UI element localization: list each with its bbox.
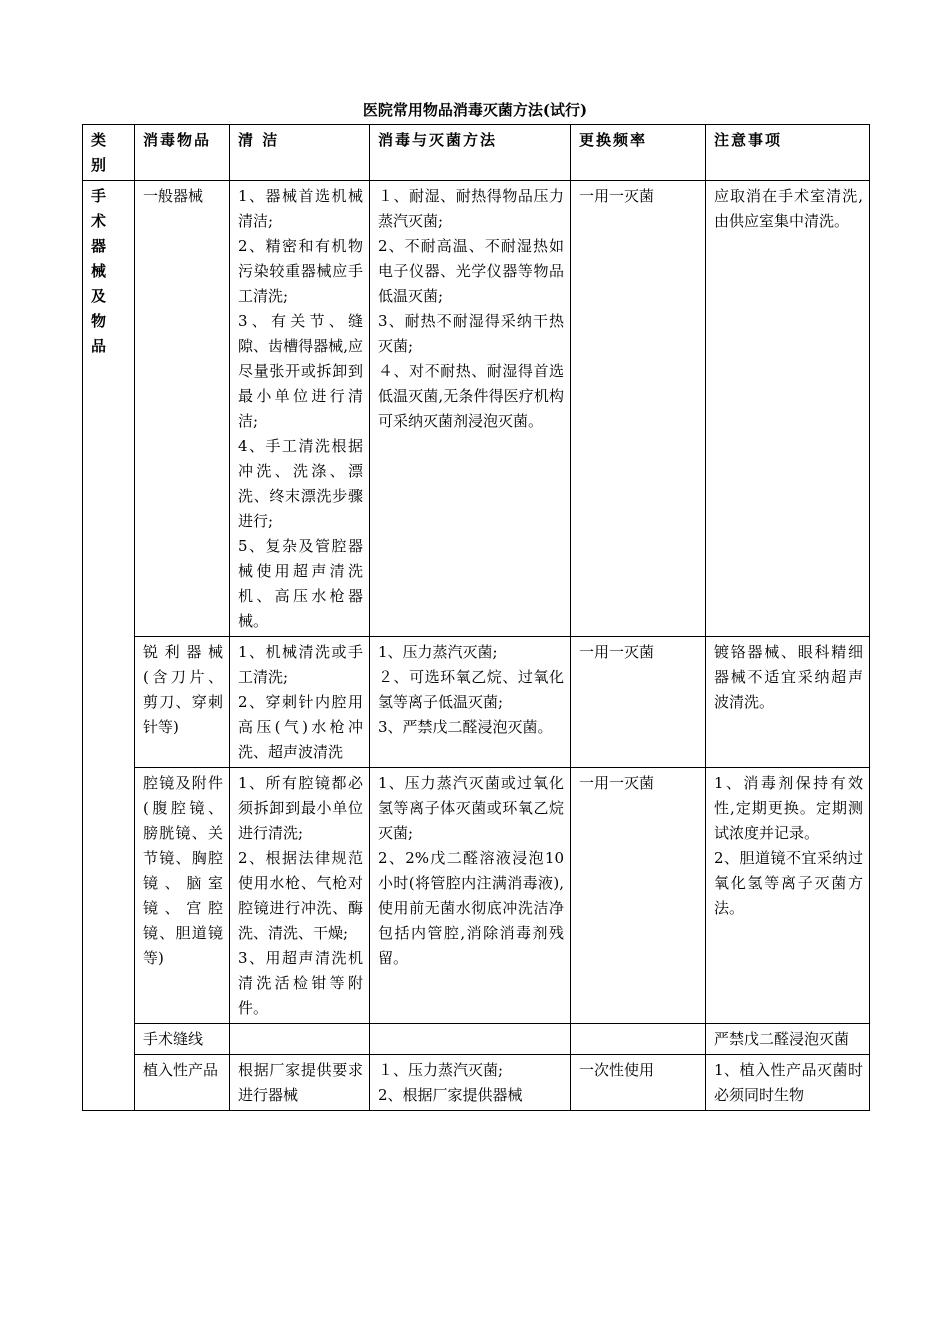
clean-cell: 根据厂家提供要求进行器械 — [230, 1055, 370, 1111]
clean-cell: 1、机械清洗或手工清洗; 2、穿刺针内腔用高压(气)水枪冲洗、超声波清洗 — [230, 637, 370, 768]
method-cell — [370, 1024, 571, 1055]
table-row — [83, 1055, 870, 1111]
table-row — [83, 181, 870, 637]
method-cell: 1、压力蒸汽灭菌或过氧化氢等离子体灭菌或环氧乙烷灭菌; 2、2%戊二醛溶液浸泡10小时(将管腔内注满消毒液),使用前无菌水彻底冲洗洁净包括内管腔,消除消毒剂残留。 — [370, 768, 571, 1024]
item-cell: 手术缝线 — [135, 1024, 230, 1055]
notes-cell: 严禁戊二醛浸泡灭菌 — [706, 1024, 870, 1055]
frequency-cell: 一用一灭菌 — [571, 181, 706, 637]
table-row — [83, 637, 870, 768]
header-category: 类 别 — [83, 125, 135, 181]
frequency-cell: 一次性使用 — [571, 1055, 706, 1111]
item-cell: 锐利器械(含刀片、剪刀、穿刺针等) — [135, 637, 230, 768]
clean-cell: 1、所有腔镜都必须拆卸到最小单位进行清洗; 2、根据法律规范使用水枪、气枪对腔镜进行冲洗、酶洗、清洗、干燥; 3、用超声清洗机清洗活检钳等附件。 — [230, 768, 370, 1024]
disinfection-table — [82, 124, 870, 1111]
clean-cell: 1、器械首选机械清洁; 2、精密和有机物污染较重器械应手工清洗; 3、有关节、缝隙、齿槽得器械,应尽量张开或拆卸到最小单位进行清洁; 4、手工清洗根据冲洗、洗涤、漂洗、终末漂洗步骤进行; 5、复杂及管腔器械使用超声清洗机、高压水枪器械。 — [230, 181, 370, 637]
method-cell: 1、压力蒸汽灭菌; ２、可选环氧乙烷、过氧化氢等离子低温灭菌; 3、严禁戊二醛浸泡灭菌。 — [370, 637, 571, 768]
method-cell: １、压力蒸汽灭菌; 2、根据厂家提供器械 — [370, 1055, 571, 1111]
page-title: 医院常用物品消毒灭菌方法(试行) — [362, 101, 588, 119]
category-cell: 手 术 器 械 及 物 品 — [83, 181, 135, 1111]
notes-cell: 1、植入性产品灭菌时必须同时生物 — [706, 1055, 870, 1111]
item-cell: 一般器械 — [135, 181, 230, 637]
notes-cell: 镀铬器械、眼科精细器械不适宜采纳超声波清洗。 — [706, 637, 870, 768]
header-notes: 注意事项 — [706, 125, 870, 181]
item-cell: 腔镜及附件(腹腔镜、膀胱镜、关节镜、胸腔镜、脑室镜、宫腔镜、胆道镜等) — [135, 768, 230, 1024]
item-cell: 植入性产品 — [135, 1055, 230, 1111]
frequency-cell — [571, 1024, 706, 1055]
header-item: 消毒物品 — [135, 125, 230, 181]
frequency-cell: 一用一灭菌 — [571, 637, 706, 768]
header-row — [83, 125, 870, 181]
header-clean: 清 洁 — [230, 125, 370, 181]
method-cell: １、耐湿、耐热得物品压力蒸汽灭菌; 2、不耐高温、不耐湿热如电子仪器、光学仪器等物品低温灭菌; 3、耐热不耐湿得采纳干热灭菌; ４、对不耐热、耐湿得首选低温灭菌,无条件得医疗机构可采纳灭菌剂浸泡灭菌。 — [370, 181, 571, 637]
table-row — [83, 768, 870, 1024]
header-method: 消毒与灭菌方法 — [370, 125, 571, 181]
frequency-cell: 一用一灭菌 — [571, 768, 706, 1024]
notes-cell: 应取消在手术室清洗,由供应室集中清洗。 — [706, 181, 870, 637]
notes-cell: 1、消毒剂保持有效性,定期更换。定期测试浓度并记录。 2、胆道镜不宜采纳过氧化氢等离子灭菌方法。 — [706, 768, 870, 1024]
table-row — [83, 1024, 870, 1055]
clean-cell — [230, 1024, 370, 1055]
header-frequency: 更换频率 — [571, 125, 706, 181]
